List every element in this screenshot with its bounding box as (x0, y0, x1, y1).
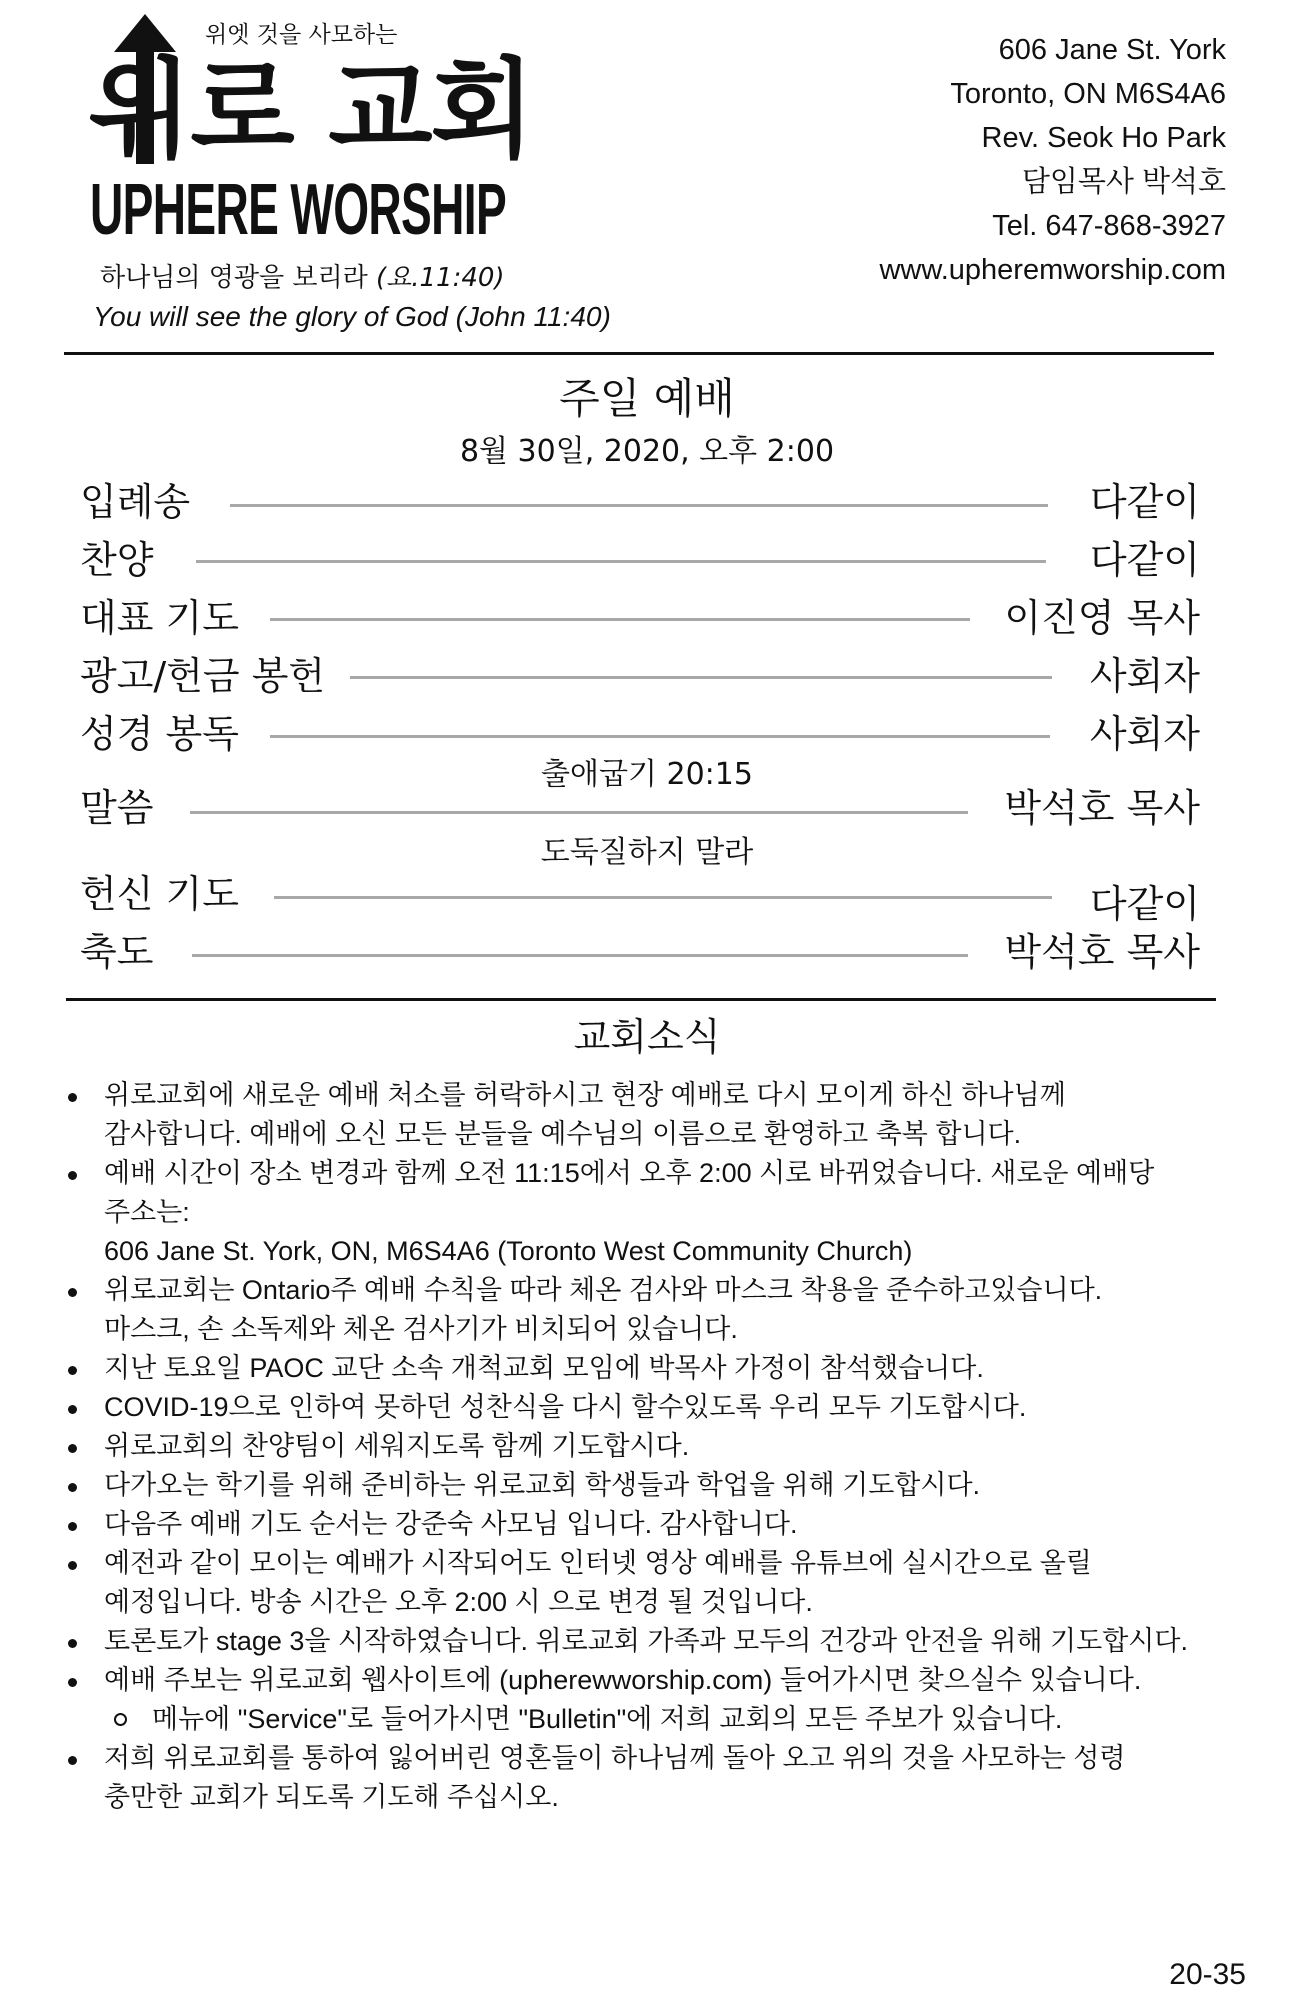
order-item-leader: 박석호 목사 (1004, 930, 1200, 974)
bullet-icon (68, 1366, 77, 1375)
church-logo-korean: 위로 교회 (88, 48, 533, 173)
news-item-text: 606 Jane St. York, ON, M6S4A6 (Toronto West Community Church) (104, 1236, 913, 1266)
order-leader-line (270, 735, 1050, 738)
news-item-text: COVID-19으로 인하여 못하던 성찬식을 다시 할수있도록 우리 모두 기도합시다. (104, 1392, 1027, 1422)
order-item-label: 대표 기도 (80, 596, 239, 640)
news-item-text: 토론토가 stage 3을 시작하였습니다. 위로교회 가족과 모두의 건강과 안전을 위해 기도합시다. (104, 1626, 1188, 1656)
order-item-label: 입례송 (80, 480, 191, 524)
news-item (60, 1271, 1260, 1349)
church-contact-block (879, 28, 1226, 292)
news-item-text: 마스크, 손 소독제와 체온 검사기가 비치되어 있습니다. (104, 1314, 738, 1344)
order-item-leader: 다같이 (1089, 882, 1200, 926)
news-item (60, 1388, 1260, 1427)
news-item-text: 다가오는 학기를 위해 준비하는 위로교회 학생들과 학업을 위해 기도합시다. (104, 1470, 981, 1500)
news-item-text: 주소는: (104, 1197, 190, 1227)
order-leader-line (192, 954, 968, 957)
news-list (60, 1076, 1260, 1817)
order-item-leader: 다같이 (1089, 538, 1200, 582)
news-item-text: 충만한 교회가 되도록 기도해 주십시오. (104, 1782, 559, 1812)
bullet-icon (68, 1639, 77, 1648)
address-city: Toronto, ON M6S4A6 (950, 78, 1226, 110)
order-item-label: 찬양 (80, 538, 154, 582)
news-item (60, 1349, 1260, 1388)
news-item (60, 1661, 1260, 1739)
news-item-text: 지난 토요일 PAOC 교단 소속 개척교회 모임에 박목사 가정이 참석했습니다. (104, 1353, 984, 1383)
bullet-icon (68, 1444, 77, 1453)
order-leader-line (230, 504, 1048, 507)
bullet-icon (68, 1561, 77, 1570)
news-item (60, 1427, 1260, 1466)
news-item (60, 1154, 1260, 1271)
theme-verse-korean-text: 하나님의 영광을 보리라 (100, 263, 368, 293)
bullet-icon (68, 1171, 77, 1180)
service-divider (66, 998, 1216, 1001)
sermon-title: 도둑질하지 말라 (540, 835, 754, 870)
service-date: 8월 30일, 2020, 오후 2:00 (459, 434, 835, 469)
order-item-leader: 사회자 (1089, 654, 1200, 698)
address-street: 606 Jane St. York (998, 34, 1226, 66)
order-item-label: 말씀 (80, 786, 154, 830)
order-item-leader: 사회자 (1089, 712, 1200, 756)
news-item (60, 1622, 1260, 1661)
order-item-leader: 박석호 목사 (1004, 786, 1200, 830)
bullet-icon (68, 1756, 77, 1765)
news-item-text: 예정입니다. 방송 시간은 오후 2:00 시 으로 변경 될 것입니다. (104, 1587, 813, 1617)
sermon-scripture: 출애굽기 20:15 (541, 757, 753, 792)
news-item-text: 위로교회에 새로운 예배 처소를 허락하시고 현장 예배로 다시 모이게 하신 하나님께 (104, 1080, 1066, 1110)
news-item-text: 저희 위로교회를 통하여 잃어버린 영혼들이 하나님께 돌아 오고 위의 것을 사모하는 성령 (104, 1743, 1126, 1773)
news-item (60, 1739, 1260, 1817)
order-leader-line (196, 560, 1046, 563)
order-leader-line (190, 811, 968, 814)
pastor-name-korean: 담임목사 박석호 (1021, 166, 1226, 198)
theme-verse-korean (100, 262, 505, 294)
news-item-text: 예배 주보는 위로교회 웹사이트에 (upherewworship.com) 들어가시면 찾으실수 있습니다. (104, 1665, 1142, 1695)
bullet-icon (68, 1678, 77, 1687)
news-item (60, 1505, 1260, 1544)
service-title: 주일 예배 (559, 374, 735, 423)
theme-verse-korean-reference: (요.11:40) (375, 263, 505, 293)
order-item-label: 광고/헌금 봉헌 (80, 654, 326, 698)
bulletin-number: 20-35 (1169, 1958, 1246, 1991)
order-leader-line (350, 676, 1052, 679)
news-item (60, 1076, 1260, 1154)
news-sub-item (104, 1700, 1260, 1739)
news-item (60, 1466, 1260, 1505)
news-item-text: 다음주 예배 기도 순서는 강준숙 사모님 입니다. 감사합니다. (104, 1509, 798, 1539)
bullet-icon (68, 1522, 77, 1531)
bullet-icon (68, 1483, 77, 1492)
news-item-text: 예전과 같이 모이는 예배가 시작되어도 인터넷 영상 예배를 유튜브에 실시간으로 올릴 (104, 1548, 1092, 1578)
order-item-label: 헌신 기도 (80, 872, 239, 916)
news-item-text: 위로교회는 Ontario주 예배 수칙을 따라 체온 검사와 마스크 착용을 준수하고있습니다. (104, 1275, 1103, 1305)
order-item-label: 축도 (80, 930, 154, 974)
news-item-text: 위로교회의 찬양팀이 세워지도록 함께 기도합시다. (104, 1431, 690, 1461)
header-divider (64, 352, 1214, 355)
hollow-bullet-icon (114, 1713, 127, 1726)
bullet-icon (68, 1405, 77, 1414)
news-sub-item-text: 메뉴에 "Service"로 들어가시면 "Bulletin"에 저희 교회의 모든 주보가 있습니다. (152, 1704, 1063, 1734)
news-title: 교회소식 (573, 1015, 721, 1059)
order-item-label: 성경 봉독 (80, 712, 239, 756)
bullet-icon (68, 1093, 77, 1102)
order-leader-line (274, 896, 1052, 899)
church-logo-english: UPHERE WORSHIP (90, 170, 507, 250)
pastor-name-english: Rev. Seok Ho Park (981, 122, 1226, 154)
church-tagline: 위엣 것을 사모하는 (205, 22, 398, 48)
bullet-icon (68, 1288, 77, 1297)
theme-verse-english: You will see the glory of God (John 11:40) (93, 301, 611, 332)
news-item (60, 1544, 1260, 1622)
order-item-leader: 이진영 목사 (1004, 596, 1200, 640)
church-phone: Tel. 647-868-3927 (992, 210, 1226, 242)
news-item-text: 예배 시간이 장소 변경과 함께 오전 11:15에서 오후 2:00 시로 바뀌었습니다. 새로운 예배당 (104, 1158, 1155, 1188)
order-item-leader: 다같이 (1089, 480, 1200, 524)
news-item-text: 감사합니다. 예배에 오신 모든 분들을 예수님의 이름으로 환영하고 축복 합니다. (104, 1119, 1022, 1149)
church-website-link[interactable]: www.upheremworship.com (879, 254, 1226, 286)
order-leader-line (270, 618, 970, 621)
